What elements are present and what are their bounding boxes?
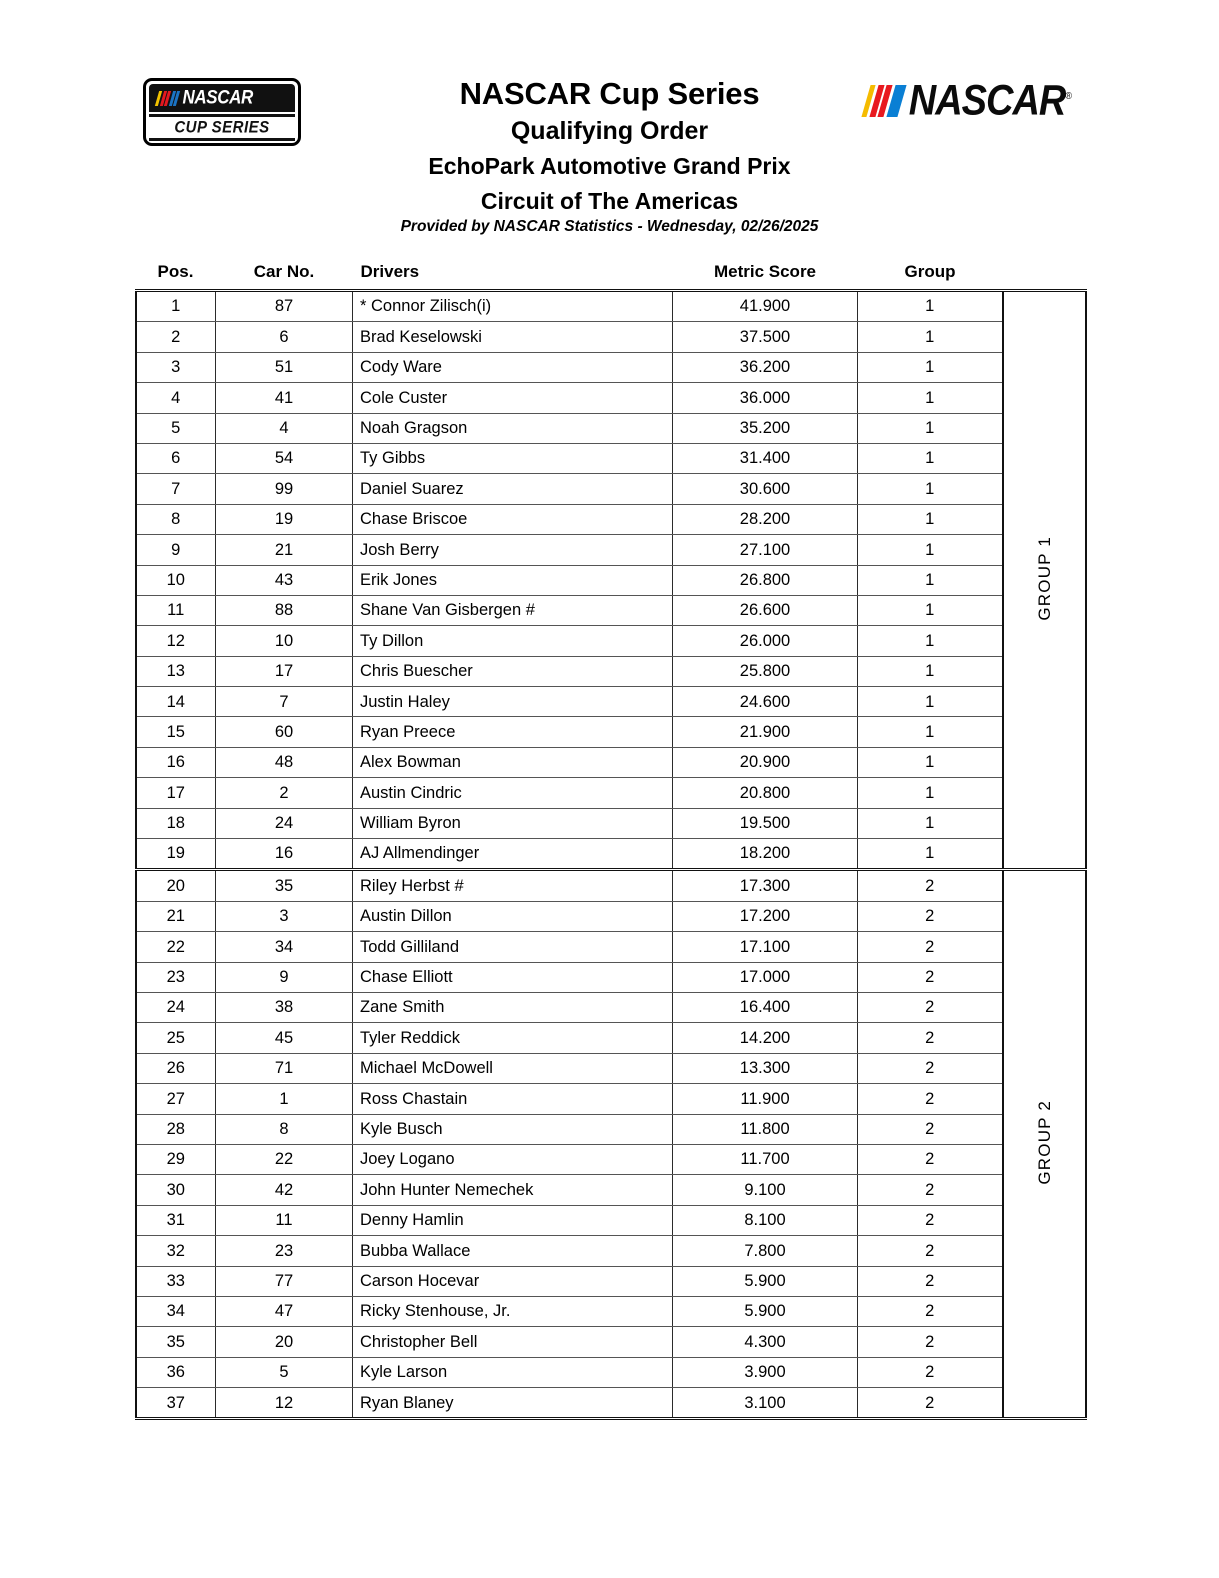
cell-group: 1 xyxy=(858,535,1003,565)
cell-metric-score: 3.900 xyxy=(673,1357,858,1387)
cell-car-number: 20 xyxy=(216,1327,353,1357)
cell-group: 2 xyxy=(858,1357,1003,1387)
cell-group: 1 xyxy=(858,322,1003,352)
cell-metric-score: 13.300 xyxy=(673,1053,858,1083)
cell-car-number: 41 xyxy=(216,383,353,413)
trademark-symbol: ® xyxy=(1065,90,1071,102)
table-header-row xyxy=(136,262,1086,291)
cell-car-number: 6 xyxy=(216,322,353,352)
table-row xyxy=(136,1053,1086,1083)
cell-driver-name: Ryan Blaney xyxy=(353,1388,673,1419)
cell-metric-score: 24.600 xyxy=(673,687,858,717)
cell-car-number: 22 xyxy=(216,1144,353,1174)
cell-position: 2 xyxy=(136,322,216,352)
cell-group: 1 xyxy=(858,626,1003,656)
cell-group: 2 xyxy=(858,932,1003,962)
cell-group: 1 xyxy=(858,717,1003,747)
cell-position: 25 xyxy=(136,1023,216,1053)
cell-metric-score: 25.800 xyxy=(673,656,858,686)
cell-metric-score: 28.200 xyxy=(673,504,858,534)
table-row xyxy=(136,474,1086,504)
cell-driver-name: Joey Logano xyxy=(353,1144,673,1174)
table-row xyxy=(136,291,1086,322)
cell-driver-name: Ty Dillon xyxy=(353,626,673,656)
table-row xyxy=(136,352,1086,382)
cell-car-number: 11 xyxy=(216,1205,353,1235)
cell-car-number: 34 xyxy=(216,932,353,962)
cell-car-number: 17 xyxy=(216,656,353,686)
cell-car-number: 35 xyxy=(216,870,353,901)
table-row xyxy=(136,443,1086,473)
cell-car-number: 38 xyxy=(216,992,353,1022)
cell-group: 2 xyxy=(858,1327,1003,1357)
table-row xyxy=(136,717,1086,747)
cell-car-number: 5 xyxy=(216,1357,353,1387)
cell-position: 16 xyxy=(136,747,216,777)
group-label-cell xyxy=(1003,870,1086,1419)
cell-position: 19 xyxy=(136,839,216,870)
cell-group: 2 xyxy=(858,1114,1003,1144)
cell-group: 2 xyxy=(858,1053,1003,1083)
cell-group: 1 xyxy=(858,687,1003,717)
table-row xyxy=(136,1114,1086,1144)
cell-metric-score: 20.900 xyxy=(673,747,858,777)
cell-driver-name: Josh Berry xyxy=(353,535,673,565)
page-title: NASCAR Cup Series xyxy=(459,76,760,111)
group-label-text: GROUP 2 xyxy=(1034,1100,1054,1185)
cell-driver-name: Kyle Busch xyxy=(353,1114,673,1144)
cell-driver-name: William Byron xyxy=(353,808,673,838)
cell-driver-name: Kyle Larson xyxy=(353,1357,673,1387)
table-row xyxy=(136,1388,1086,1419)
cell-car-number: 77 xyxy=(216,1266,353,1296)
table-row xyxy=(136,383,1086,413)
cell-group: 1 xyxy=(858,291,1003,322)
cell-car-number: 16 xyxy=(216,839,353,870)
table-row xyxy=(136,1236,1086,1266)
cell-group: 2 xyxy=(858,1023,1003,1053)
cell-position: 31 xyxy=(136,1205,216,1235)
qualifying-order-table xyxy=(135,262,1087,1420)
cell-driver-name: Alex Bowman xyxy=(353,747,673,777)
provided-by-line: Provided by NASCAR Statistics - Wednesday, 02/26/2025 xyxy=(400,218,819,235)
cell-car-number: 9 xyxy=(216,962,353,992)
table-row xyxy=(136,1205,1086,1235)
cell-metric-score: 3.100 xyxy=(673,1388,858,1419)
cell-group: 2 xyxy=(858,901,1003,931)
cell-group: 1 xyxy=(858,839,1003,870)
report-type-title: Qualifying Order xyxy=(510,116,709,145)
table-row xyxy=(136,1357,1086,1387)
cell-metric-score: 20.800 xyxy=(673,778,858,808)
event-name: EchoPark Automotive Grand Prix xyxy=(428,153,791,180)
cell-car-number: 1 xyxy=(216,1084,353,1114)
column-header-drivers: Drivers xyxy=(353,262,673,291)
cell-metric-score: 5.900 xyxy=(673,1296,858,1326)
cell-car-number: 99 xyxy=(216,474,353,504)
cell-driver-name: Daniel Suarez xyxy=(353,474,673,504)
cell-car-number: 12 xyxy=(216,1388,353,1419)
table-row xyxy=(136,565,1086,595)
table-row xyxy=(136,1296,1086,1326)
cell-position: 20 xyxy=(136,870,216,901)
cell-metric-score: 17.000 xyxy=(673,962,858,992)
table-body xyxy=(136,291,1086,1419)
cell-group: 1 xyxy=(858,747,1003,777)
cell-group: 1 xyxy=(858,383,1003,413)
cell-car-number: 8 xyxy=(216,1114,353,1144)
cell-metric-score: 14.200 xyxy=(673,1023,858,1053)
cell-car-number: 45 xyxy=(216,1023,353,1053)
cell-position: 23 xyxy=(136,962,216,992)
cell-position: 9 xyxy=(136,535,216,565)
cell-position: 17 xyxy=(136,778,216,808)
cell-position: 7 xyxy=(136,474,216,504)
cell-metric-score: 11.800 xyxy=(673,1114,858,1144)
column-header-metric-score: Metric Score xyxy=(673,262,858,291)
table-row xyxy=(136,901,1086,931)
cell-position: 33 xyxy=(136,1266,216,1296)
cell-driver-name: Shane Van Gisbergen # xyxy=(353,595,673,625)
cell-driver-name: Denny Hamlin xyxy=(353,1205,673,1235)
cell-car-number: 47 xyxy=(216,1296,353,1326)
cell-metric-score: 11.700 xyxy=(673,1144,858,1174)
table-row xyxy=(136,413,1086,443)
cup-logo-nascar-wordmark: NASCAR xyxy=(182,86,253,109)
cell-driver-name: Zane Smith xyxy=(353,992,673,1022)
nascar-wordmark xyxy=(908,77,1071,125)
cell-group: 1 xyxy=(858,443,1003,473)
cell-metric-score: 5.900 xyxy=(673,1266,858,1296)
cell-metric-score: 26.000 xyxy=(673,626,858,656)
cell-position: 26 xyxy=(136,1053,216,1083)
table-row xyxy=(136,687,1086,717)
cell-position: 8 xyxy=(136,504,216,534)
cell-metric-score: 4.300 xyxy=(673,1327,858,1357)
cell-position: 1 xyxy=(136,291,216,322)
nascar-logo xyxy=(866,77,1071,125)
cell-driver-name: Erik Jones xyxy=(353,565,673,595)
cell-metric-score: 9.100 xyxy=(673,1175,858,1205)
cell-metric-score: 7.800 xyxy=(673,1236,858,1266)
cell-metric-score: 17.300 xyxy=(673,870,858,901)
cell-position: 14 xyxy=(136,687,216,717)
cell-group: 1 xyxy=(858,474,1003,504)
cell-group: 2 xyxy=(858,1266,1003,1296)
cell-metric-score: 19.500 xyxy=(673,808,858,838)
cell-metric-score: 36.000 xyxy=(673,383,858,413)
column-header-group-label-spacer xyxy=(1003,262,1086,291)
cell-metric-score: 26.600 xyxy=(673,595,858,625)
cell-position: 13 xyxy=(136,656,216,686)
cell-group: 2 xyxy=(858,992,1003,1022)
cell-car-number: 71 xyxy=(216,1053,353,1083)
cell-group: 2 xyxy=(858,1144,1003,1174)
cell-group: 1 xyxy=(858,565,1003,595)
cell-position: 22 xyxy=(136,932,216,962)
group-label-cell xyxy=(1003,291,1086,870)
cell-car-number: 19 xyxy=(216,504,353,534)
cell-metric-score: 36.200 xyxy=(673,352,858,382)
cell-position: 37 xyxy=(136,1388,216,1419)
cell-position: 34 xyxy=(136,1296,216,1326)
table-row xyxy=(136,595,1086,625)
cell-group: 1 xyxy=(858,808,1003,838)
cell-car-number: 24 xyxy=(216,808,353,838)
cell-position: 12 xyxy=(136,626,216,656)
document-header xyxy=(0,0,1219,215)
nascar-cup-series-logo xyxy=(143,78,301,146)
column-header-car-no: Car No. xyxy=(216,262,353,291)
cell-driver-name: Noah Gragson xyxy=(353,413,673,443)
cup-logo-top-band xyxy=(149,84,295,112)
cell-driver-name: Bubba Wallace xyxy=(353,1236,673,1266)
cell-driver-name: Ricky Stenhouse, Jr. xyxy=(353,1296,673,1326)
cell-driver-name: Cody Ware xyxy=(353,352,673,382)
cell-driver-name: Chase Elliott xyxy=(353,962,673,992)
table-row xyxy=(136,808,1086,838)
cell-group: 1 xyxy=(858,352,1003,382)
cell-driver-name: John Hunter Nemechek xyxy=(353,1175,673,1205)
cell-driver-name: Austin Dillon xyxy=(353,901,673,931)
cell-group: 1 xyxy=(858,595,1003,625)
cell-group: 1 xyxy=(858,656,1003,686)
table-row xyxy=(136,1084,1086,1114)
cell-car-number: 51 xyxy=(216,352,353,382)
cell-metric-score: 41.900 xyxy=(673,291,858,322)
cell-metric-score: 26.800 xyxy=(673,565,858,595)
track-name: Circuit of The Americas xyxy=(480,188,739,215)
cell-car-number: 21 xyxy=(216,535,353,565)
cell-car-number: 42 xyxy=(216,1175,353,1205)
cell-position: 28 xyxy=(136,1114,216,1144)
cell-position: 4 xyxy=(136,383,216,413)
cell-position: 3 xyxy=(136,352,216,382)
cell-group: 2 xyxy=(858,962,1003,992)
cell-group: 1 xyxy=(858,413,1003,443)
cell-driver-name: Christopher Bell xyxy=(353,1327,673,1357)
cell-group: 2 xyxy=(858,1236,1003,1266)
table-row xyxy=(136,322,1086,352)
cell-driver-name: Chase Briscoe xyxy=(353,504,673,534)
cell-driver-name: AJ Allmendinger xyxy=(353,839,673,870)
table-row xyxy=(136,535,1086,565)
cell-driver-name: Riley Herbst # xyxy=(353,870,673,901)
table-row xyxy=(136,504,1086,534)
cell-metric-score: 35.200 xyxy=(673,413,858,443)
cell-driver-name: Chris Buescher xyxy=(353,656,673,686)
cell-group: 1 xyxy=(858,778,1003,808)
nascar-wordmark-text: NASCAR xyxy=(908,77,1066,125)
nascar-speed-bars-icon xyxy=(861,85,908,117)
table-row xyxy=(136,839,1086,870)
cell-group: 2 xyxy=(858,1388,1003,1419)
qualifying-order-table-container xyxy=(135,262,1085,1420)
cell-group: 2 xyxy=(858,1084,1003,1114)
cell-driver-name: Justin Haley xyxy=(353,687,673,717)
cell-metric-score: 18.200 xyxy=(673,839,858,870)
group-label-text: GROUP 1 xyxy=(1034,536,1054,621)
cell-car-number: 2 xyxy=(216,778,353,808)
cell-car-number: 43 xyxy=(216,565,353,595)
cell-car-number: 4 xyxy=(216,413,353,443)
cell-car-number: 54 xyxy=(216,443,353,473)
cell-group: 2 xyxy=(858,1205,1003,1235)
cell-position: 29 xyxy=(136,1144,216,1174)
cell-position: 6 xyxy=(136,443,216,473)
cell-driver-name: Austin Cindric xyxy=(353,778,673,808)
table-row xyxy=(136,1266,1086,1296)
cell-car-number: 23 xyxy=(216,1236,353,1266)
table-row xyxy=(136,656,1086,686)
cell-position: 10 xyxy=(136,565,216,595)
cell-metric-score: 11.900 xyxy=(673,1084,858,1114)
column-header-group: Group xyxy=(858,262,1003,291)
cell-car-number: 88 xyxy=(216,595,353,625)
cell-metric-score: 16.400 xyxy=(673,992,858,1022)
cup-logo-bottom-rule xyxy=(149,138,295,141)
table-row xyxy=(136,1023,1086,1053)
cell-driver-name: Tyler Reddick xyxy=(353,1023,673,1053)
cell-position: 30 xyxy=(136,1175,216,1205)
cell-car-number: 48 xyxy=(216,747,353,777)
table-row xyxy=(136,962,1086,992)
cell-driver-name: Carson Hocevar xyxy=(353,1266,673,1296)
cell-position: 11 xyxy=(136,595,216,625)
cell-position: 5 xyxy=(136,413,216,443)
cell-car-number: 3 xyxy=(216,901,353,931)
nascar-speed-bars-icon xyxy=(155,91,182,106)
cell-driver-name: Brad Keselowski xyxy=(353,322,673,352)
cell-metric-score: 37.500 xyxy=(673,322,858,352)
cell-group: 1 xyxy=(858,504,1003,534)
cell-car-number: 10 xyxy=(216,626,353,656)
cell-driver-name: Ross Chastain xyxy=(353,1084,673,1114)
cell-car-number: 7 xyxy=(216,687,353,717)
cell-position: 36 xyxy=(136,1357,216,1387)
table-row xyxy=(136,932,1086,962)
cell-car-number: 60 xyxy=(216,717,353,747)
cell-position: 32 xyxy=(136,1236,216,1266)
cell-metric-score: 17.200 xyxy=(673,901,858,931)
cell-position: 27 xyxy=(136,1084,216,1114)
cell-group: 2 xyxy=(858,870,1003,901)
table-row xyxy=(136,1327,1086,1357)
cell-driver-name: Cole Custer xyxy=(353,383,673,413)
table-row xyxy=(136,747,1086,777)
cell-group: 2 xyxy=(858,1175,1003,1205)
table-row xyxy=(136,626,1086,656)
table-row xyxy=(136,1175,1086,1205)
cell-driver-name: Todd Gilliland xyxy=(353,932,673,962)
cell-position: 35 xyxy=(136,1327,216,1357)
cell-metric-score: 21.900 xyxy=(673,717,858,747)
cup-logo-series-text: CUP SERIES xyxy=(174,117,270,137)
cell-position: 15 xyxy=(136,717,216,747)
cell-driver-name: Michael McDowell xyxy=(353,1053,673,1083)
column-header-pos: Pos. xyxy=(136,262,216,291)
cell-driver-name: Ty Gibbs xyxy=(353,443,673,473)
table-row xyxy=(136,778,1086,808)
cell-position: 18 xyxy=(136,808,216,838)
cell-position: 21 xyxy=(136,901,216,931)
cell-car-number: 87 xyxy=(216,291,353,322)
cell-driver-name: * Connor Zilisch(i) xyxy=(353,291,673,322)
cell-metric-score: 17.100 xyxy=(673,932,858,962)
table-row xyxy=(136,870,1086,901)
cell-metric-score: 8.100 xyxy=(673,1205,858,1235)
cell-metric-score: 27.100 xyxy=(673,535,858,565)
cell-metric-score: 31.400 xyxy=(673,443,858,473)
table-row xyxy=(136,992,1086,1022)
cell-position: 24 xyxy=(136,992,216,1022)
cell-group: 2 xyxy=(858,1296,1003,1326)
cell-driver-name: Ryan Preece xyxy=(353,717,673,747)
table-row xyxy=(136,1144,1086,1174)
cell-metric-score: 30.600 xyxy=(673,474,858,504)
